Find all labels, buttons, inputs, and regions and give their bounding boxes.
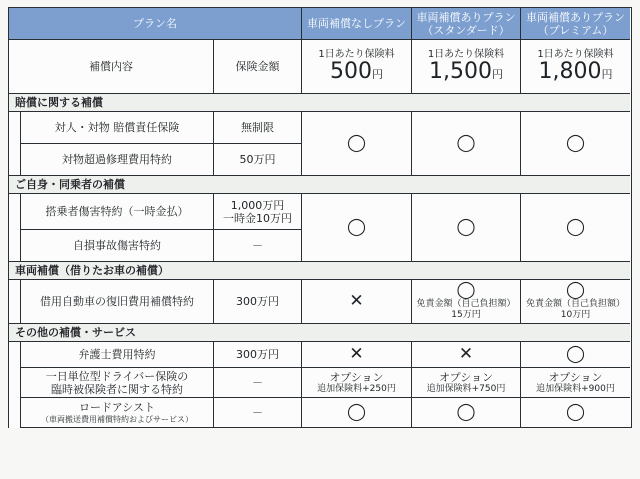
option-cell xyxy=(412,368,521,398)
mark-yes-with-note xyxy=(521,280,630,324)
row-amount xyxy=(214,112,302,144)
mark-yes-with-note xyxy=(412,280,521,324)
mark-yes xyxy=(412,398,521,427)
plan-header-standard xyxy=(412,8,521,40)
deductible-label: 免責金額（自己負担額） xyxy=(416,299,516,309)
price-value: 1,500 xyxy=(429,59,492,84)
row-label: ロードアシスト xyxy=(79,400,155,414)
amount-value: － xyxy=(252,406,263,419)
section-other xyxy=(9,324,630,342)
price-unit: 円 xyxy=(601,68,613,81)
section-title: その他の補償・サービス xyxy=(15,326,136,339)
price-basic xyxy=(302,40,412,94)
plan-premium-label: 車両補償ありプラン （プレミアム） xyxy=(526,10,625,37)
section-liability xyxy=(9,94,630,112)
mark-yes xyxy=(302,194,412,262)
deductible-value: 10万円 xyxy=(560,310,591,320)
circle-icon: ◯ xyxy=(456,280,476,300)
row-label: 借用自動車の復旧費用補償特約 xyxy=(40,295,194,308)
mark-yes xyxy=(521,194,630,262)
plan-header-basic xyxy=(302,8,412,40)
coverage-label: 補償内容 xyxy=(89,60,133,73)
mark-yes xyxy=(521,342,630,368)
price-unit: 円 xyxy=(372,68,383,81)
amount-value: 一時金10万円 xyxy=(223,211,292,225)
cross-icon: ✕ xyxy=(349,291,364,311)
row-name xyxy=(21,194,214,230)
amount-label-cell xyxy=(214,40,302,94)
coverage-label-cell xyxy=(9,40,214,94)
deductible-value: 15万円 xyxy=(451,310,481,320)
row-label: 一日単位型ドライバー保険の xyxy=(45,369,189,383)
mark-yes xyxy=(302,112,412,176)
circle-icon: ◯ xyxy=(456,217,476,237)
amount-label: 保険金額 xyxy=(235,60,280,73)
option-label: オプション xyxy=(438,370,493,384)
row-amount xyxy=(214,398,302,427)
section-passenger xyxy=(9,176,630,194)
amount-value: 無制限 xyxy=(241,121,274,134)
circle-icon: ◯ xyxy=(346,133,367,153)
section-vehicle xyxy=(9,262,630,280)
plan-standard-label: 車両補償ありプラン （スタンダード） xyxy=(416,10,516,37)
per-day-label: 1日あたり保険料 xyxy=(318,49,395,60)
cross-icon: ✕ xyxy=(458,344,474,364)
row-name xyxy=(21,368,214,398)
mark-no xyxy=(302,280,412,324)
mark-yes xyxy=(521,112,630,176)
option-label: オプション xyxy=(329,370,384,384)
circle-icon: ◯ xyxy=(346,217,367,237)
section-title: ご自身・同乗者の補償 xyxy=(15,178,125,191)
row-amount xyxy=(214,194,302,230)
plan-name-label: プラン名 xyxy=(133,17,177,30)
mark-no xyxy=(412,342,521,368)
row-name xyxy=(21,280,214,324)
mark-yes xyxy=(412,112,521,176)
price-value: 500 xyxy=(330,59,372,84)
amount-value: 300万円 xyxy=(236,295,279,308)
row-name xyxy=(21,144,214,176)
option-cell xyxy=(302,368,412,398)
row-name xyxy=(21,112,214,144)
section-title: 賠償に関する補償 xyxy=(15,96,103,109)
plan-name-header xyxy=(9,8,302,40)
row-amount xyxy=(214,280,302,324)
circle-icon: ◯ xyxy=(456,133,476,153)
indent-spacer xyxy=(9,280,21,324)
deductible-label: 免責金額（自己負担額） xyxy=(525,299,625,309)
cross-icon: ✕ xyxy=(349,344,364,364)
option-fee: 追加保険料+250円 xyxy=(317,383,396,394)
indent-spacer xyxy=(9,194,21,262)
mark-no xyxy=(302,342,412,368)
row-label: 対物超過修理費用特約 xyxy=(62,153,172,166)
row-name xyxy=(21,230,214,262)
price-unit: 円 xyxy=(491,68,503,81)
circle-icon: ◯ xyxy=(456,402,476,422)
amount-value: 1,000万円 xyxy=(230,198,285,212)
option-fee: 追加保険料+750円 xyxy=(426,383,506,394)
price-standard xyxy=(412,40,521,94)
option-label: オプション xyxy=(548,370,603,384)
indent-spacer xyxy=(9,112,21,176)
row-label: 搭乗者傷害特約（一時金払） xyxy=(45,205,189,218)
row-amount xyxy=(214,144,302,176)
row-amount xyxy=(214,230,302,262)
option-cell xyxy=(521,368,630,398)
per-day-label: 1日あたり保険料 xyxy=(537,49,614,60)
circle-icon: ◯ xyxy=(565,217,586,237)
coverage-table xyxy=(8,7,632,428)
section-title: 車両補償（借りたお車の補償） xyxy=(15,264,169,277)
price-premium xyxy=(521,40,630,94)
row-amount xyxy=(214,368,302,398)
row-label: 弁護士費用特約 xyxy=(78,348,156,361)
per-day-label: 1日あたり保険料 xyxy=(427,49,505,60)
plan-header-premium xyxy=(521,8,630,40)
circle-icon: ◯ xyxy=(565,402,586,422)
amount-value: 50万円 xyxy=(239,153,276,166)
indent-spacer xyxy=(9,342,21,428)
circle-icon: ◯ xyxy=(565,133,586,153)
row-label: 対人・対物 賠償責任保険 xyxy=(54,121,180,134)
amount-value: － xyxy=(252,239,263,252)
plan-basic-label: 車両補償なしプラン xyxy=(307,17,406,30)
mark-yes xyxy=(302,398,412,427)
mark-yes xyxy=(412,194,521,262)
option-fee: 追加保険料+900円 xyxy=(536,383,615,394)
row-sublabel: （車両搬送費用補償特約およびサービス） xyxy=(41,414,193,424)
circle-icon: ◯ xyxy=(346,402,367,422)
amount-value: 300万円 xyxy=(236,348,279,361)
price-value: 1,800 xyxy=(538,59,602,84)
mark-yes xyxy=(521,398,630,427)
row-name xyxy=(21,398,214,427)
row-label: 自損事故傷害特約 xyxy=(73,239,161,252)
row-name xyxy=(21,342,214,368)
circle-icon: ◯ xyxy=(565,344,586,364)
row-label: 臨時被保険者に関する特約 xyxy=(51,382,183,396)
circle-icon: ◯ xyxy=(565,280,586,300)
amount-value: － xyxy=(252,376,263,389)
row-amount xyxy=(214,342,302,368)
